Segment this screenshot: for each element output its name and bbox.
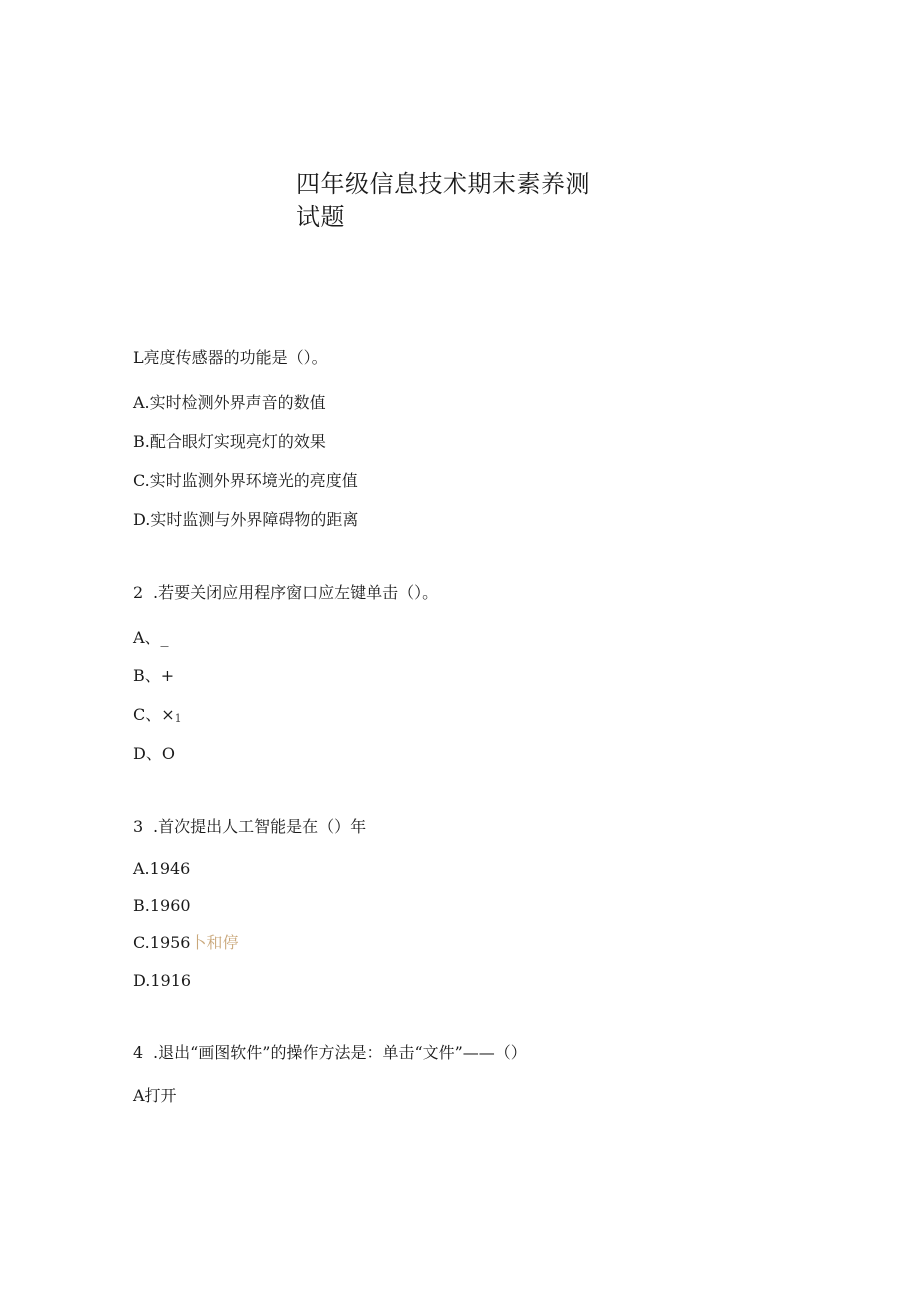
question-2-option-d: D、O	[133, 744, 175, 763]
question-3-option-c-mark: 卜和停	[190, 933, 239, 952]
question-1-option-c: C.实时监测外界环境光的亮度值	[133, 471, 358, 490]
question-4-number: 4	[133, 1043, 144, 1062]
question-3-option-d: D.1916	[133, 971, 192, 990]
page-title	[296, 168, 596, 234]
question-3-option-b: B.1960	[133, 896, 191, 915]
question-1-option-a: A.实时检测外界声音的数值	[133, 393, 326, 412]
question-2-text: .若要关闭应用程序窗口应左键单击（）。	[153, 583, 439, 602]
question-4-option-a: A打开	[133, 1086, 177, 1105]
question-2-option-c	[133, 705, 182, 729]
question-2-option-b: B、+	[133, 666, 175, 685]
question-2-stem	[133, 583, 438, 603]
question-1-option-b: B.配合眼灯实现亮灯的效果	[133, 432, 326, 451]
question-2-option-a: A、_	[133, 628, 169, 647]
question-4-stem	[133, 1043, 527, 1063]
question-3-text: .首次提出人工智能是在（）年	[153, 817, 367, 836]
question-3-option-c	[133, 933, 239, 953]
question-1-option-d: D.实时监测与外界障碍物的距离	[133, 510, 359, 529]
question-3-stem	[133, 817, 366, 837]
question-2-option-c-mark: 1	[174, 712, 182, 725]
question-2-number: 2	[133, 583, 144, 602]
question-4-text: .退出“画图软件”的操作方法是：单击“文件”——（）	[153, 1043, 527, 1062]
question-3-option-a: A.1946	[133, 859, 191, 878]
question-1-stem: L亮度传感器的功能是（）。	[133, 348, 328, 367]
question-3-number: 3	[133, 817, 144, 836]
question-2-option-c-text: C、×	[133, 705, 175, 724]
title-line-2: 试题	[296, 203, 345, 231]
title-line-1: 四年级信息技术期末素养测	[296, 170, 590, 198]
question-3-option-c-text: C.1956	[133, 933, 191, 952]
